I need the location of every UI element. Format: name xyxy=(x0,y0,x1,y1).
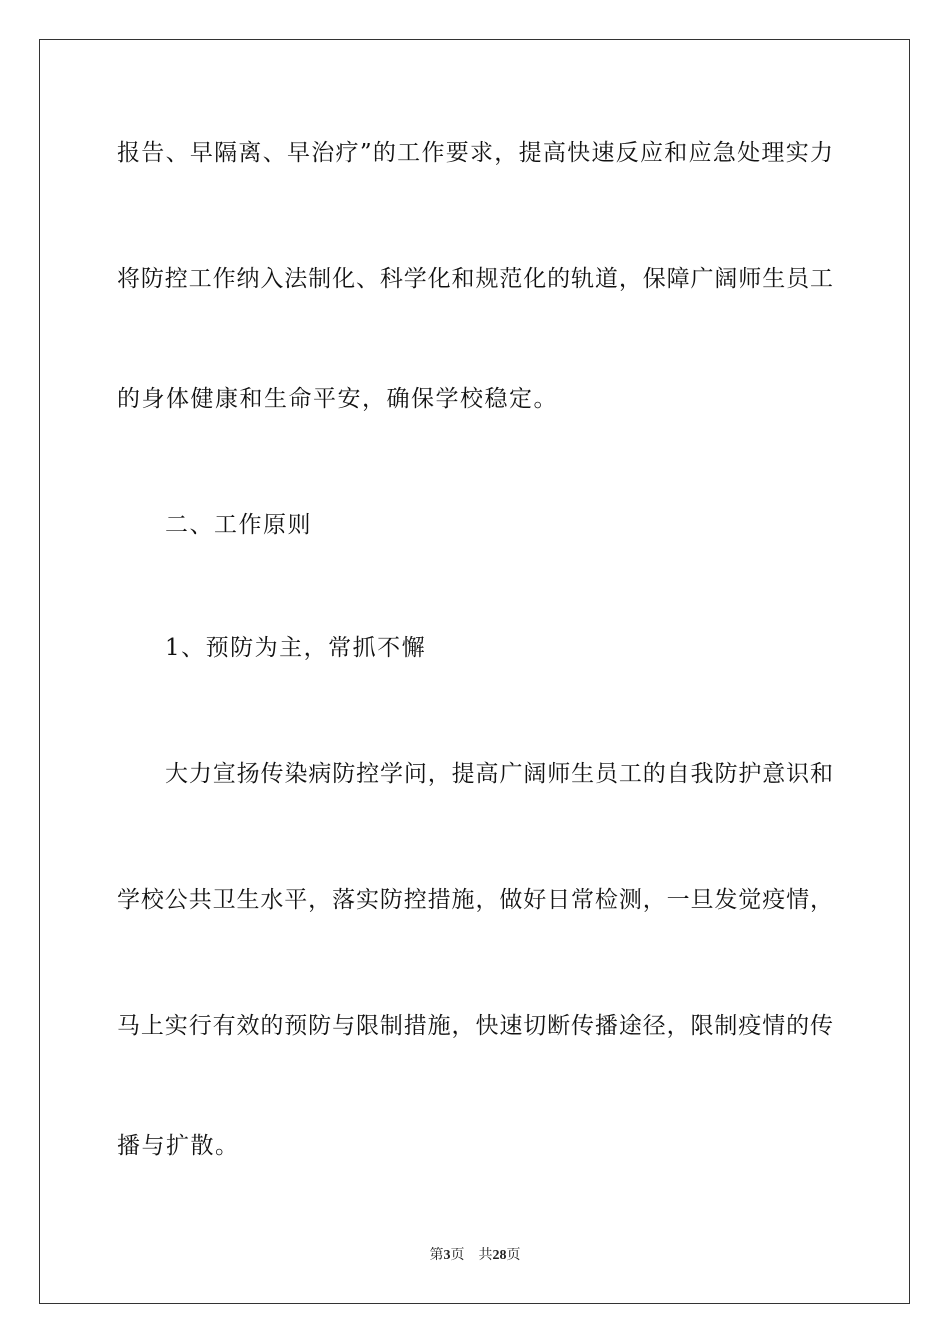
page-border xyxy=(39,39,910,1304)
body-text-line-5: 学校公共卫生水平，落实防控措施，做好日常检测，一旦发觉疫情， xyxy=(117,887,833,913)
page-suffix: 页 xyxy=(450,1247,465,1263)
section-heading: 二、工作原则 xyxy=(165,512,312,538)
body-text-line-7: 播与扩散。 xyxy=(117,1133,240,1159)
total-prefix: 共 xyxy=(478,1247,493,1263)
total-pages: 28 xyxy=(492,1248,507,1263)
page-footer xyxy=(0,1246,950,1265)
subsection-heading: 1、预防为主，常抓不懈 xyxy=(165,635,427,661)
body-text-line-6: 马上实行有效的预防与限制措施，快速切断传播途径，限制疫情的传 xyxy=(117,1013,833,1039)
page-number: 3 xyxy=(443,1248,451,1263)
body-text-line-1: 报告、早隔离、早治疗”的工作要求，提高快速反应和应急处理实力 xyxy=(117,140,833,166)
body-text-line-2: 将防控工作纳入法制化、科学化和规范化的轨道，保障广阔师生员工 xyxy=(117,266,833,292)
body-text-line-3: 的身体健康和生命平安，确保学校稳定。 xyxy=(117,386,558,412)
body-text-line-4: 大力宣扬传染病防控学问，提高广阔师生员工的自我防护意识和 xyxy=(165,761,833,787)
page-prefix: 第 xyxy=(429,1247,444,1263)
total-suffix: 页 xyxy=(506,1247,521,1263)
